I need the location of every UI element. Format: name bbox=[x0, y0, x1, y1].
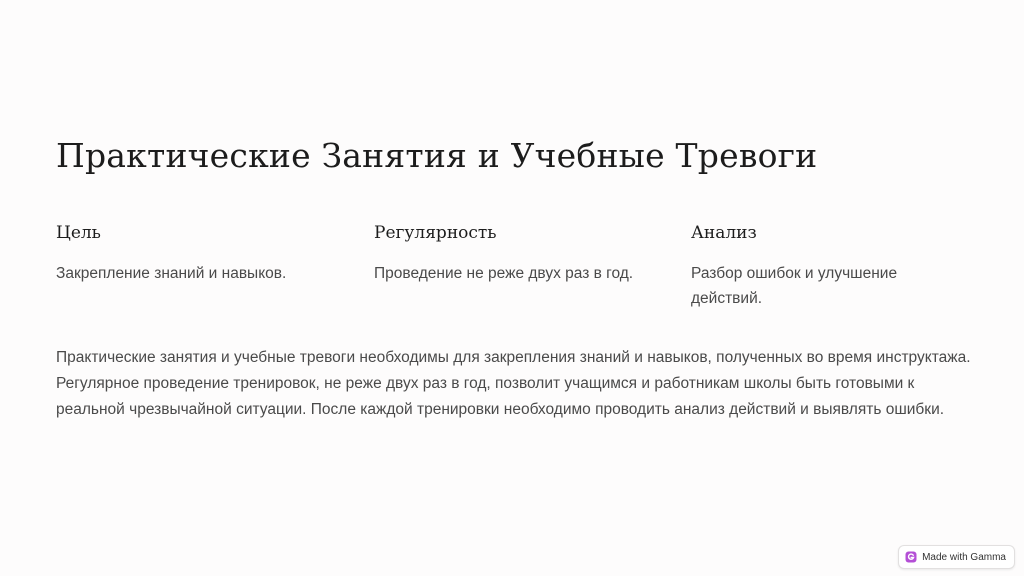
column-analysis bbox=[691, 221, 971, 311]
column-text: Разбор ошибок и улучшение действий. bbox=[691, 265, 898, 307]
column-text: Проведение не реже двух раз в год. bbox=[374, 265, 634, 282]
made-with-gamma-badge[interactable] bbox=[898, 545, 1015, 569]
gamma-logo-icon bbox=[905, 551, 917, 563]
column-heading: Анализ bbox=[691, 223, 757, 243]
column-goal bbox=[56, 221, 336, 286]
slide-title: Практические Занятия и Учебные Тревоги bbox=[56, 136, 818, 175]
column-text: Закрепление знаний и навыков. bbox=[56, 265, 287, 282]
badge-label: Made with Gamma bbox=[922, 551, 1006, 563]
column-heading: Цель bbox=[56, 223, 101, 243]
column-regularity bbox=[374, 221, 654, 286]
column-heading: Регулярность bbox=[374, 223, 497, 243]
body-paragraph: Практические занятия и учебные тревоги необходимы для закрепления знаний и навыков, полученных во время инструктажа. Регулярное проведение тренировок, не реже двух раз в год, позволит учащимся и работникам школы быть готовыми к реальной чрезвычайной ситуации. После каждой тренировки необходимо проводить анализ действий и выявлять ошибки. bbox=[56, 349, 971, 418]
